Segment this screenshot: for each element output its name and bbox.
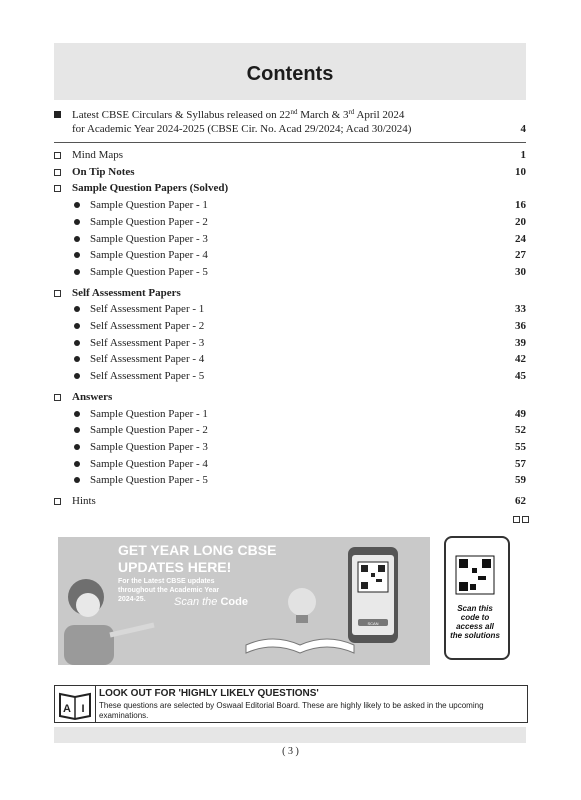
checkbox-icon (54, 185, 61, 192)
checkbox-icon (54, 169, 61, 176)
bullet-icon (74, 323, 80, 329)
bullet-icon (74, 477, 80, 483)
checkbox-icon (54, 290, 61, 297)
banner-title: GET YEAR LONG CBSE UPDATES HERE! (118, 542, 277, 575)
toc-label: Sample Question Paper - 3 (90, 440, 208, 453)
bullet-icon (74, 236, 80, 242)
title-band (54, 43, 526, 100)
toc-label: Sample Question Paper - 1 (90, 407, 208, 420)
toc-label: Sample Question Paper - 4 (90, 457, 208, 470)
toc-page-number: 33 (515, 303, 526, 316)
end-mark-icon (511, 510, 529, 528)
bullet-icon (74, 427, 80, 433)
toc-sub-item[interactable] (54, 351, 526, 367)
toc-sub-item[interactable] (54, 231, 526, 247)
bullet-icon (74, 252, 80, 258)
toc-label: Sample Question Paper - 5 (90, 474, 208, 487)
toc-page-number: 30 (515, 265, 526, 278)
toc-page-number: 27 (515, 249, 526, 262)
toc-label: Answers (72, 390, 113, 403)
svg-text:I: I (81, 703, 85, 715)
bullet-icon (74, 411, 80, 417)
toc-sub-item[interactable] (54, 214, 526, 230)
ai-book-icon (55, 686, 96, 722)
toc-sub-item[interactable] (54, 247, 526, 263)
look-out-title: LOOK OUT FOR 'HIGHLY LIKELY QUESTIONS' (99, 688, 319, 699)
toc-label: Mind Maps (72, 149, 124, 161)
qr-code-phone[interactable] (444, 536, 510, 660)
bullet-icon (74, 373, 80, 379)
look-out-text: These questions are selected by Oswaal Editorial Board. These are highly likely to be asked in the upcoming examinations. (99, 701, 484, 720)
bullet-icon (74, 269, 80, 275)
toc-page-number: 59 (515, 474, 526, 487)
toc-page-number: 36 (515, 320, 526, 332)
divider (54, 142, 526, 143)
checkbox-icon (54, 394, 61, 401)
svg-text:SCAN: SCAN (367, 621, 379, 626)
toc-label: Self Assessment Papers (72, 286, 181, 299)
cbse-updates-banner[interactable] (58, 537, 430, 665)
toc-label: Sample Question Paper - 1 (90, 199, 208, 212)
toc-page-number: 24 (515, 232, 526, 245)
toc-item[interactable] (54, 389, 526, 405)
toc-page-number: 20 (515, 215, 526, 228)
banner-scan-text: Scan the Code (174, 596, 248, 608)
toc-sub-item[interactable] (54, 422, 526, 438)
toc-sub-item[interactable] (54, 368, 526, 384)
toc-sub-item[interactable] (54, 456, 526, 472)
circular-page-number: 4 (520, 123, 526, 135)
page-title: Contents (246, 63, 334, 85)
toc-label: Sample Question Papers (Solved) (72, 182, 229, 195)
toc-page-number: 42 (515, 353, 526, 366)
toc-label: Sample Question Paper - 2 (90, 215, 208, 228)
toc-sub-item[interactable] (54, 318, 526, 334)
toc-sub-item[interactable] (54, 406, 526, 422)
bullet-icon (74, 356, 80, 362)
checkbox-icon (54, 498, 61, 505)
toc-page-number: 55 (515, 440, 526, 453)
checkbox-icon (54, 152, 61, 159)
toc-sub-item[interactable] (54, 264, 526, 280)
toc-page-number: 1 (520, 149, 526, 161)
toc-label: Sample Question Paper - 4 (90, 249, 208, 262)
bullet-icon (74, 461, 80, 467)
bullet-icon (74, 340, 80, 346)
toc-label: Self Assessment Paper - 1 (90, 303, 205, 316)
toc-label: Sample Question Paper - 3 (90, 232, 208, 245)
bullet-icon (74, 202, 80, 208)
toc-sub-item[interactable] (54, 301, 526, 317)
toc-sub-item[interactable] (54, 472, 526, 488)
toc-page-number: 16 (515, 199, 526, 212)
toc-item[interactable] (54, 180, 526, 196)
toc-label: Self Assessment Paper - 4 (90, 353, 205, 366)
svg-text:A: A (63, 703, 71, 715)
toc-label: Self Assessment Paper - 3 (90, 336, 205, 349)
toc-item[interactable] (54, 164, 526, 180)
qr-phone-caption: Scan this code to access all the solutions (450, 604, 500, 640)
toc-sub-item[interactable] (54, 335, 526, 351)
toc-item[interactable] (54, 147, 526, 163)
toc-label: Self Assessment Paper - 5 (90, 370, 205, 383)
toc-label: Sample Question Paper - 5 (90, 265, 208, 278)
toc-page-number: 39 (515, 336, 526, 349)
page-number: ( 3 ) (282, 746, 299, 757)
footer-band (54, 727, 526, 743)
toc-label: Hints (72, 495, 96, 507)
toc-page-number: 57 (515, 457, 526, 470)
bullet-icon (74, 306, 80, 312)
bullet-icon (74, 219, 80, 225)
circular-line-1: Latest CBSE Circulars & Syllabus released on 22nd March & 3rd April 2024 (72, 108, 405, 121)
toc-page-number: 45 (515, 370, 526, 383)
toc-page-number: 52 (515, 424, 526, 437)
circular-line-2: for Academic Year 2024-2025 (CBSE Cir. No. Acad 29/2024; Acad 30/2024) (72, 123, 412, 135)
toc-page-number: 62 (515, 495, 526, 507)
banner-subtitle: For the Latest CBSE updates throughout the Academic Year 2024-25. (118, 578, 220, 603)
toc-page-number: 49 (515, 407, 526, 420)
highly-likely-questions-note (54, 685, 528, 723)
bullet-icon (74, 444, 80, 450)
toc-label: On Tip Notes (72, 165, 135, 178)
toc-page-number: 10 (515, 165, 526, 178)
toc-label: Self Assessment Paper - 2 (90, 320, 205, 332)
toc-item[interactable] (54, 285, 526, 301)
toc-sub-item[interactable] (54, 197, 526, 213)
toc-sub-item[interactable] (54, 439, 526, 455)
toc-item[interactable] (54, 493, 526, 509)
toc-label: Sample Question Paper - 2 (90, 424, 208, 437)
square-bullet-icon (54, 111, 61, 118)
